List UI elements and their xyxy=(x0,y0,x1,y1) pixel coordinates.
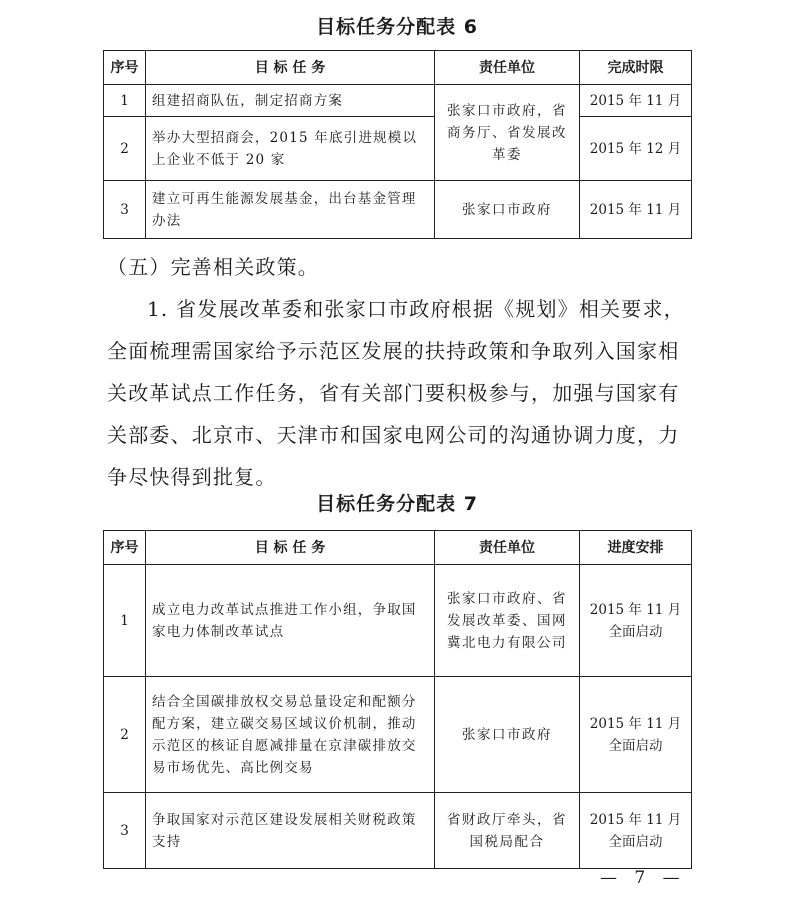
row-schedule xyxy=(580,793,692,869)
schedule-date: 2015 年 11 月 xyxy=(589,715,682,732)
row-task: 举办大型招商会，2015 年底引进规模以上企业不低于 20 家 xyxy=(146,117,435,181)
row-task: 建立可再生能源发展基金，出台基金管理办法 xyxy=(146,181,435,239)
table-row xyxy=(104,677,692,793)
table7-header-unit: 责任单位 xyxy=(435,531,580,565)
row-num: 2 xyxy=(104,117,146,181)
table6-title: 目标任务分配表 6 xyxy=(316,16,478,38)
schedule-note: 全面启动 xyxy=(608,737,663,754)
table6-header-num: 序号 xyxy=(104,51,146,85)
section-heading: （五）完善相关政策。 xyxy=(107,255,319,279)
table-row xyxy=(104,565,692,677)
row-unit: 张家口市政府，省商务厅、省发展改革委 xyxy=(435,85,580,181)
row-task: 结合全国碳排放权交易总量设定和配额分配方案，建立碳交易区域议价机制，推动示范区的核证自愿减排量在京津碳排放交易市场优先、高比例交易 xyxy=(146,677,435,793)
row-task: 争取国家对示范区建设发展相关财税政策支持 xyxy=(146,793,435,869)
table7-header-schedule: 进度安排 xyxy=(580,531,692,565)
row-unit: 张家口市政府、省发展改革委、国网冀北电力有限公司 xyxy=(435,565,580,677)
table7-header-row xyxy=(104,531,692,565)
row-schedule xyxy=(580,677,692,793)
row-deadline: 2015 年 11 月 xyxy=(580,85,692,117)
row-task: 组建招商队伍，制定招商方案 xyxy=(146,85,435,117)
table7-header-num: 序号 xyxy=(104,531,146,565)
row-num: 3 xyxy=(104,793,146,869)
table6 xyxy=(103,50,692,239)
table6-header-row xyxy=(104,51,692,85)
row-num: 2 xyxy=(104,677,146,793)
table7-title: 目标任务分配表 7 xyxy=(316,493,478,515)
table6-header-task: 目 标 任 务 xyxy=(146,51,435,85)
table-row xyxy=(104,181,692,239)
row-schedule xyxy=(580,565,692,677)
row-num: 3 xyxy=(104,181,146,239)
row-deadline: 2015 年 12 月 xyxy=(580,117,692,181)
table-row xyxy=(104,793,692,869)
row-deadline: 2015 年 11 月 xyxy=(580,181,692,239)
row-num: 1 xyxy=(104,85,146,117)
schedule-date: 2015 年 11 月 xyxy=(589,601,682,618)
section-paragraph: 1. 省发展改革委和张家口市政府根据《规划》相关要求，全面梳理需国家给予示范区发展的扶持政策和争取列入国家相关改革试点工作任务，省有关部门要积极参与，加强与国家有关部委、北京市、天津市和国家电网公司的沟通协调力度，力争尽快得到批复。 xyxy=(107,297,685,489)
row-num: 1 xyxy=(104,565,146,677)
schedule-date: 2015 年 11 月 xyxy=(589,811,682,828)
table7-header-task: 目 标 任 务 xyxy=(146,531,435,565)
table7 xyxy=(103,530,692,869)
schedule-note: 全面启动 xyxy=(608,623,663,640)
row-task: 成立电力改革试点推进工作小组，争取国家电力体制改革试点 xyxy=(146,565,435,677)
table6-header-unit: 责任单位 xyxy=(435,51,580,85)
table6-header-deadline: 完成时限 xyxy=(580,51,692,85)
row-unit: 张家口市政府 xyxy=(435,181,580,239)
row-unit: 张家口市政府 xyxy=(435,677,580,793)
table-row xyxy=(104,85,692,117)
table-row xyxy=(104,117,692,181)
page-number: — 7 — xyxy=(600,868,686,888)
row-unit: 省财政厅牵头，省国税局配合 xyxy=(435,793,580,869)
schedule-note: 全面启动 xyxy=(608,833,663,850)
